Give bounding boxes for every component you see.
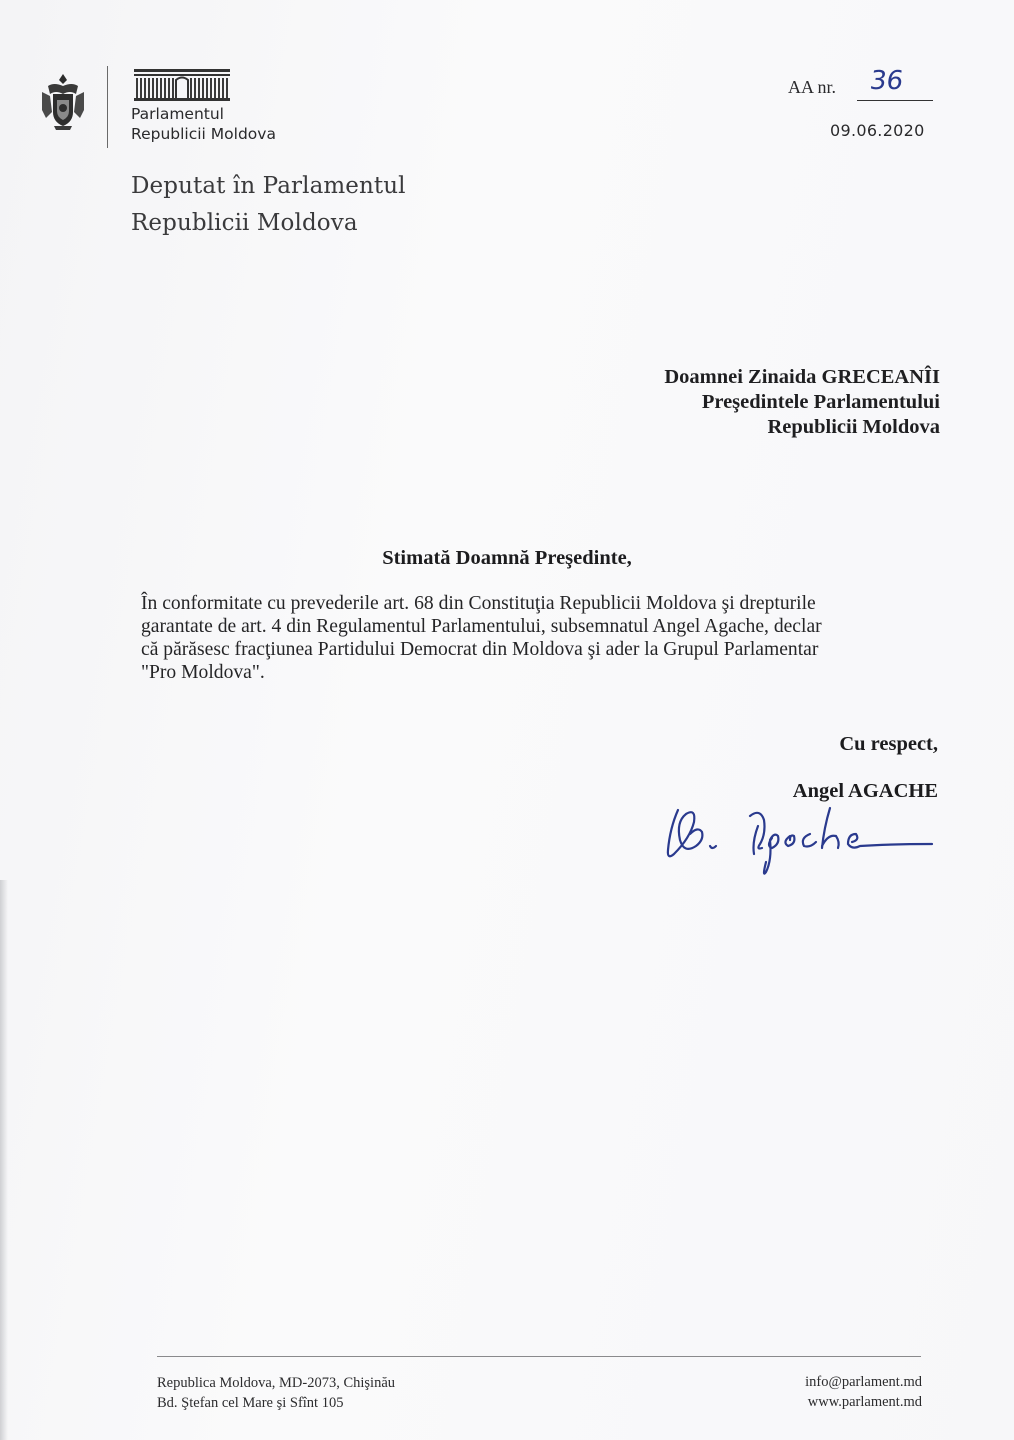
handwritten-signature (660, 788, 940, 884)
letter-date: 09.06.2020 (830, 121, 925, 140)
page-edge-shadow (0, 880, 8, 1440)
org-name-line1: Parlamentul (131, 105, 224, 123)
addressee-title: Preşedintele Parlamentului (701, 391, 940, 413)
body-line: În conformitate cu prevederile art. 68 din Constituţia Republicii Moldova şi drepturile (141, 593, 816, 614)
reference-underline (857, 100, 933, 101)
footer-email: info@parlament.md (805, 1374, 922, 1390)
reference-number: 36 (867, 66, 906, 96)
letter-body (141, 592, 941, 684)
closing-greeting: Cu respect, (839, 733, 938, 755)
org-name-line2: Republicii Moldova (131, 125, 276, 143)
deputy-title-line1: Deputat în Parlamentul (131, 173, 406, 199)
body-line: garantate de art. 4 din Regulamentul Parlamentului, subsemnatul Angel Agache, declar (141, 616, 822, 637)
header-divider (107, 66, 108, 148)
addressee-institution: Republicii Moldova (767, 416, 940, 438)
body-line: "Pro Moldova". (141, 662, 265, 683)
footer-address-line2: Bd. Ştefan cel Mare şi Sfînt 105 (157, 1395, 344, 1411)
parliament-building-icon (132, 66, 232, 102)
body-line: că părăsesc fracţiunea Partidului Democrat din Moldova şi ader la Grupul Parlamentar (141, 639, 819, 660)
coat-of-arms-icon (40, 70, 86, 132)
salutation: Stimată Doamnă Preşedinte, (382, 547, 632, 569)
footer-address-line1: Republica Moldova, MD-2073, Chişinău (157, 1375, 396, 1391)
addressee-name: Doamnei Zinaida GRECEANÎI (664, 366, 940, 388)
reference-label: AA nr. (788, 77, 837, 97)
signatory-name: Angel AGACHE (792, 780, 938, 802)
footer-website: www.parlament.md (807, 1394, 922, 1410)
deputy-title-line2: Republicii Moldova (131, 210, 358, 236)
footer-divider (157, 1356, 921, 1357)
